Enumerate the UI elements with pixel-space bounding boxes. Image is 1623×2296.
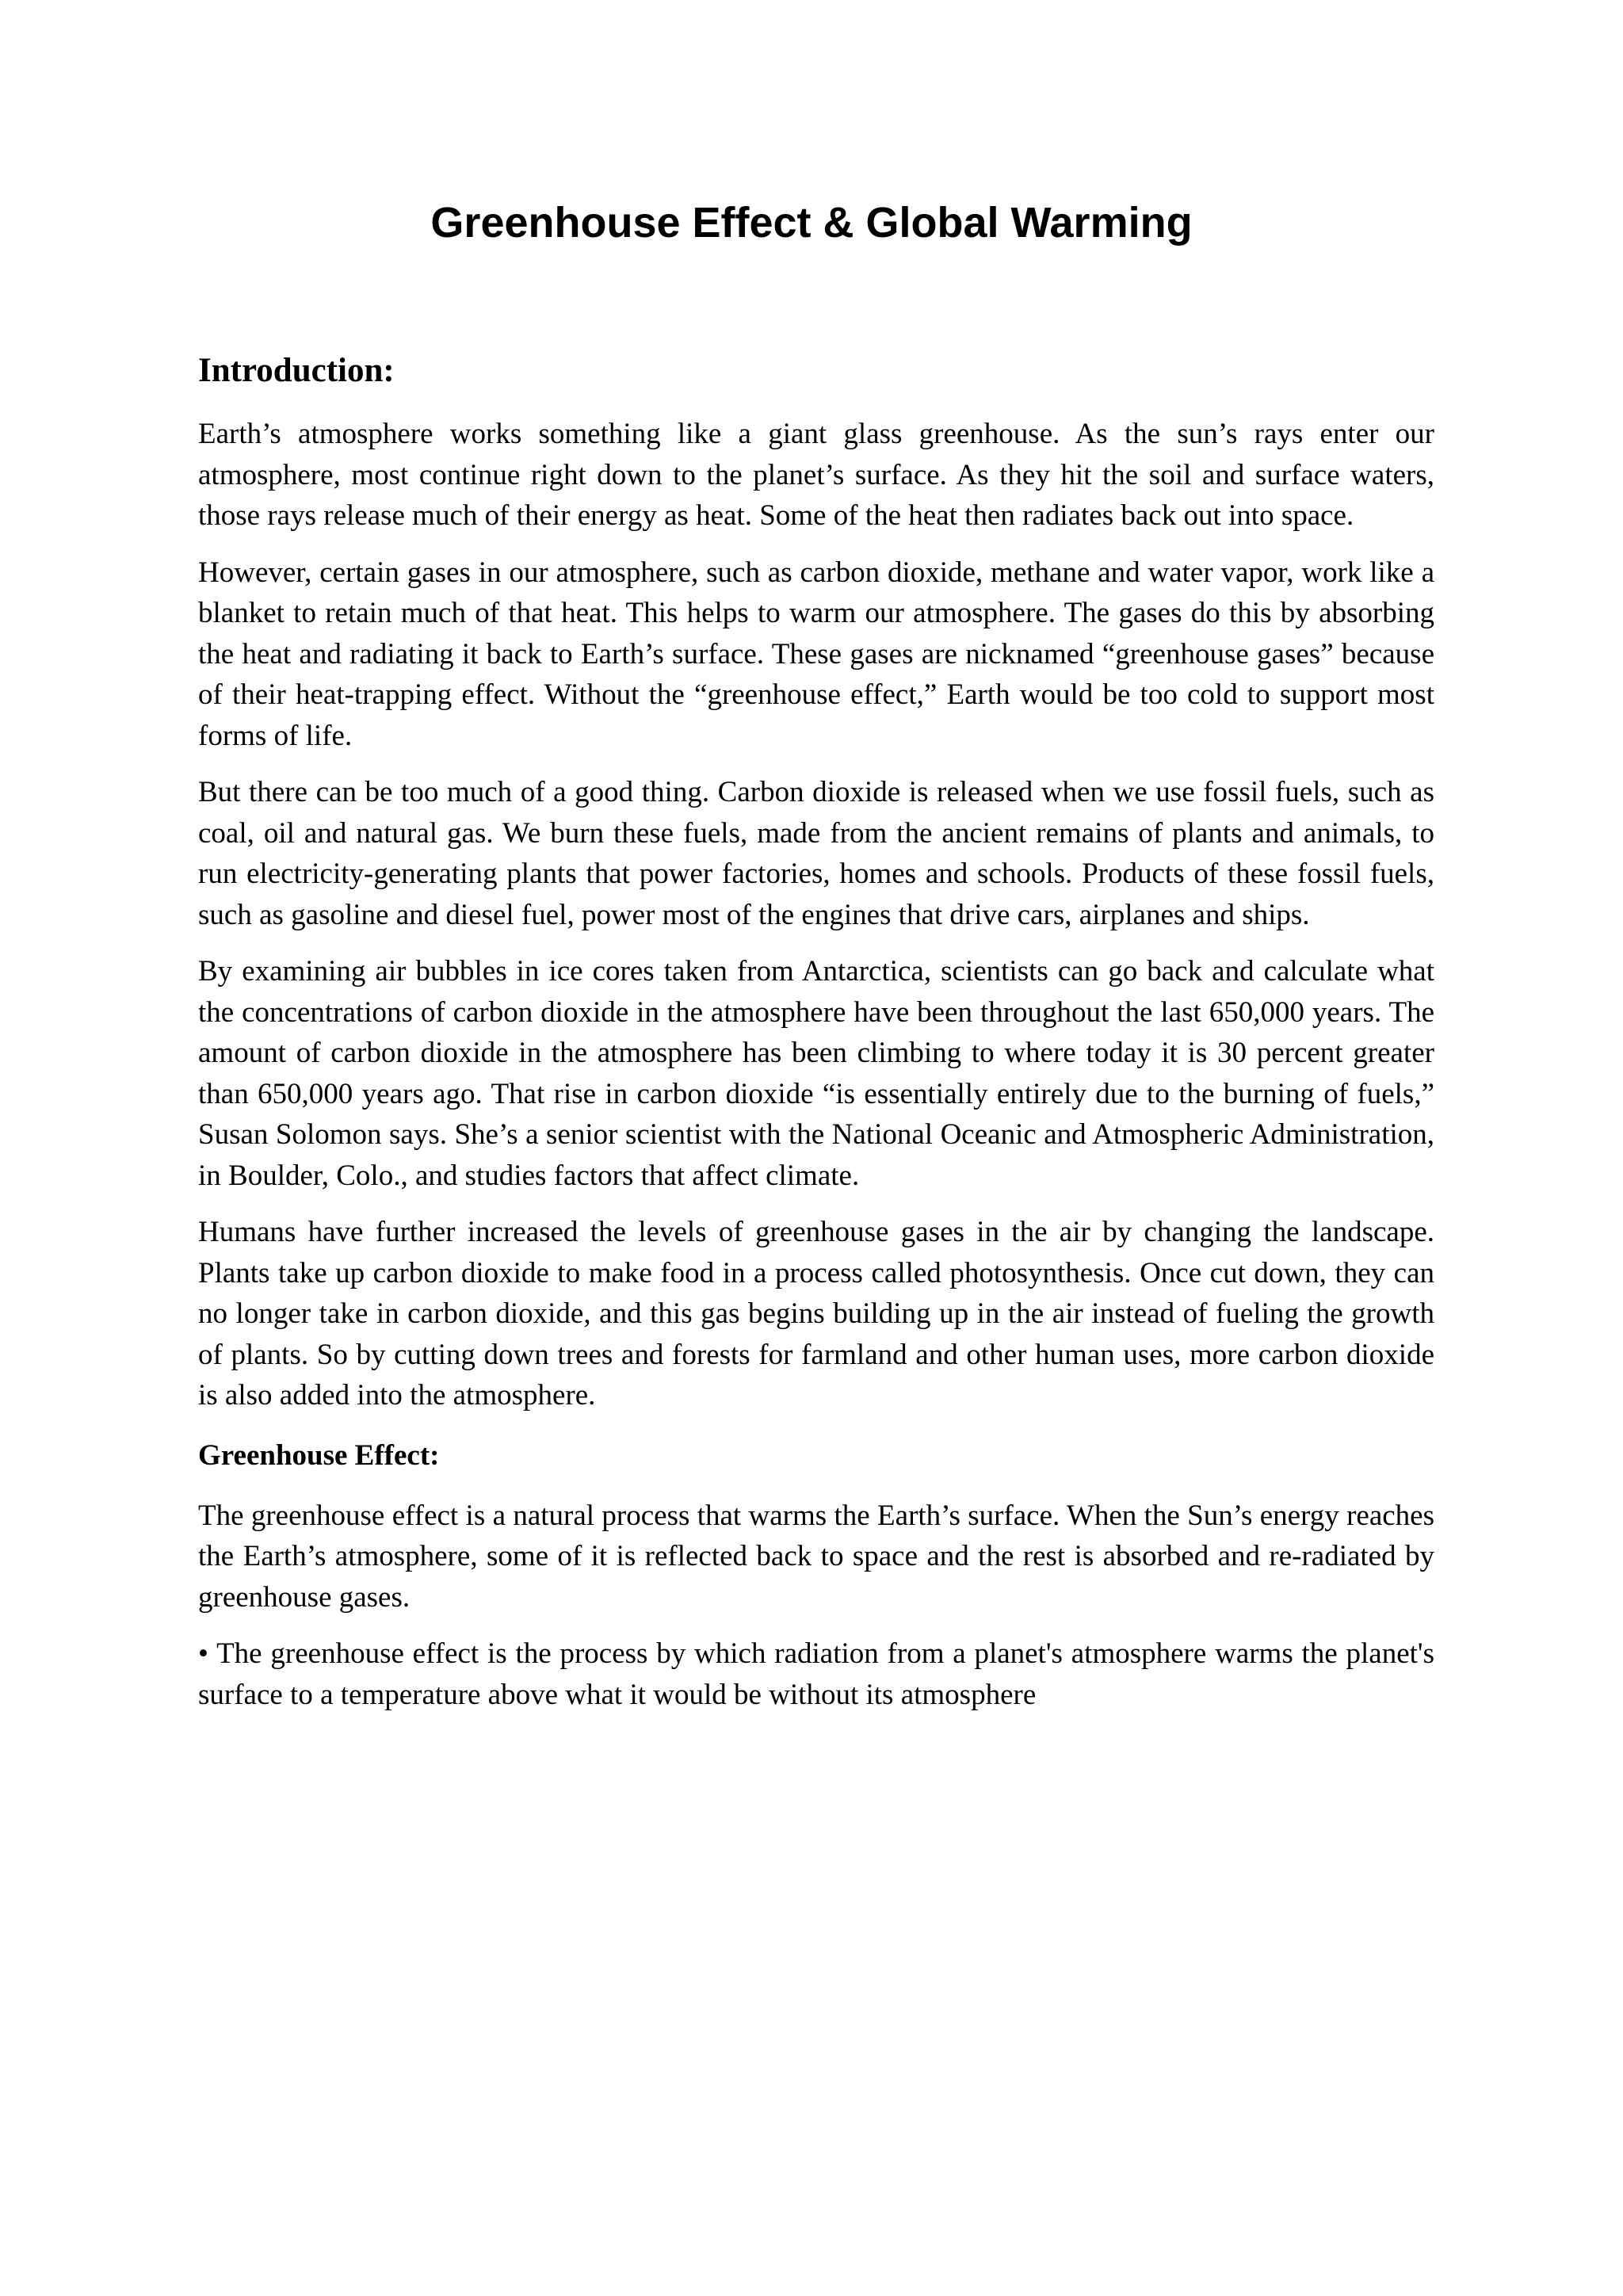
intro-paragraph-5: Humans have further increased the levels of greenhouse gases in the air by changing the landscape. Plants take up carbon dioxide to make food in a process called photosynthesis. Once cut down, they can no longer take in carbon dioxide, and this gas begins building up in the air instead of fueling the growth of plants. So by cutting down trees and forests for farmland and other human uses, more carbon dioxide is also added into the atmosphere. — [198, 1216, 1434, 1412]
introduction-section — [198, 414, 1434, 1416]
introduction-heading: Introduction: — [198, 352, 395, 389]
intro-paragraph-1: Earth’s atmosphere works something like a giant glass greenhouse. As the sun’s rays enter our atmosphere, most continue right down to the planet’s surface. As they hit the soil and surface waters, those rays release much of their energy as heat. Some of the heat then radiates back out into space. — [198, 418, 1434, 532]
greenhouse-effect-heading: Greenhouse Effect: — [198, 1438, 440, 1472]
document-body — [198, 347, 1434, 1715]
document-title: Greenhouse Effect & Global Warming — [430, 199, 1193, 246]
intro-paragraph-3: But there can be too much of a good thing. Carbon dioxide is released when we use fossil fuels, such as coal, oil and natural gas. We burn these fuels, made from the ancient remains of plants and animals, to run electricity-generating plants that power factories, homes and schools. Products of these fossil fuels, such as gasoline and diesel fuel, power most of the engines that drive cars, airplanes and ships. — [198, 776, 1434, 931]
greenhouse-paragraph: The greenhouse effect is a natural process that warms the Earth’s surface. When the Sun’s energy reaches the Earth’s atmosphere, some of it is reflected back to space and the rest is absorbed and re-radiated by greenhouse gases. — [198, 1499, 1434, 1614]
bullet-point: • The greenhouse effect is the process by which radiation from a planet's atmosphere warms the planet's surface to a temperature above what it would be without its atmosphere — [198, 1637, 1434, 1711]
intro-paragraph-2: However, certain gases in our atmosphere, such as carbon dioxide, methane and water vapor, work like a blanket to retain much of that heat. This helps to warm our atmosphere. The gases do this by absorbing the heat and radiating it back to Earth’s surface. These gases are nicknamed “greenhouse gases” because of their heat-trapping effect. Without the “greenhouse effect,” Earth would be too cold to support most forms of life. — [198, 556, 1434, 752]
intro-paragraph-4: By examining air bubbles in ice cores taken from Antarctica, scientists can go back and calculate what the concentrations of carbon dioxide in the atmosphere have been throughout the last 650,000 years. The amount of carbon dioxide in the atmosphere has been climbing to where today it is 30 percent greater than 650,000 years ago. That rise in carbon dioxide “is essentially entirely due to the burning of fuels,” Susan Solomon says. She’s a senior scientist with the National Oceanic and Atmospheric Administration, in Boulder, Colo., and studies factors that affect climate. — [198, 955, 1434, 1192]
